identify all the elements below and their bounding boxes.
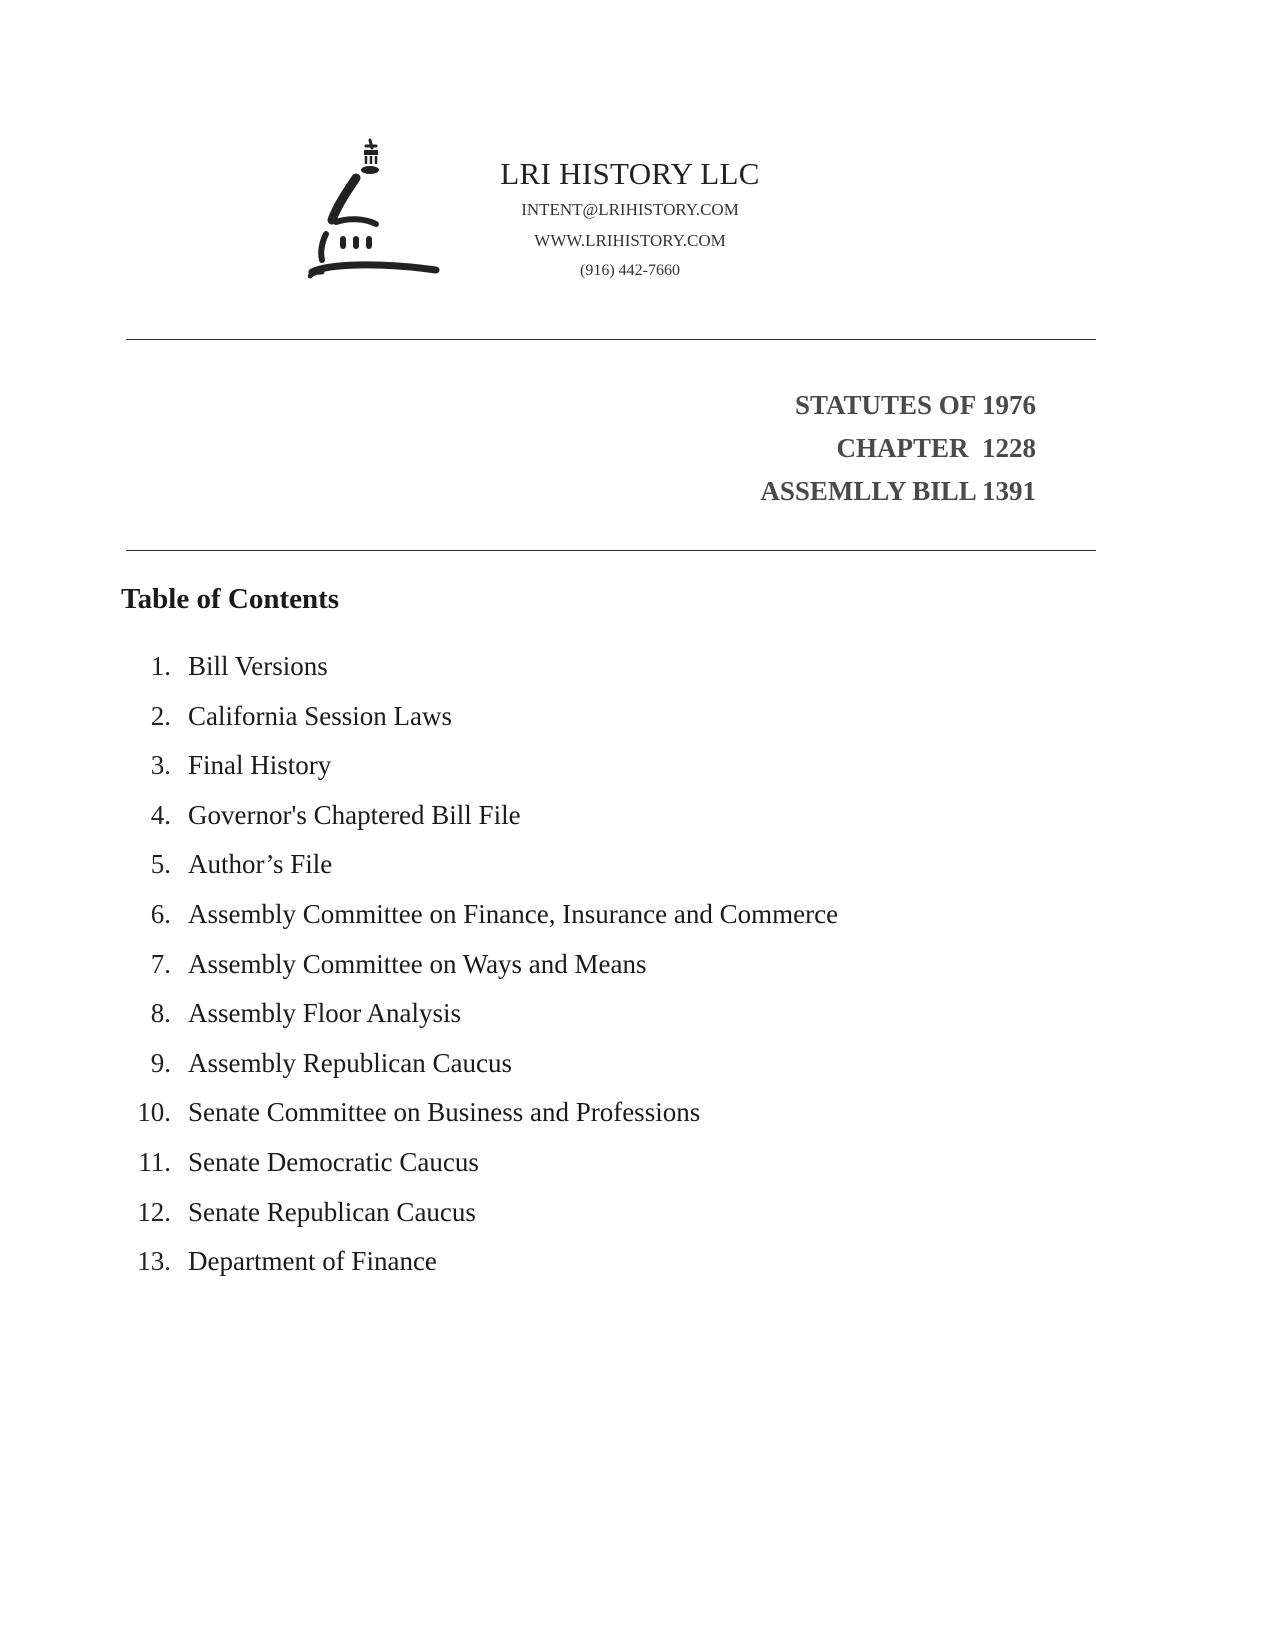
toc-item[interactable] [121,896,838,946]
toc-item[interactable] [121,1045,838,1095]
toc-item-label: California Session Laws [188,700,452,731]
toc-item[interactable] [121,1243,838,1293]
toc-item-label: Senate Democratic Caucus [188,1146,479,1177]
toc-item-number: 6. [150,898,171,929]
toc-item[interactable] [121,1094,838,1144]
statute-bill: ASSEMLLY BILL 1391 [760,476,1036,506]
statute-year: STATUTES OF 1976 [794,390,1036,420]
toc-item-number: 4. [150,799,171,830]
toc-item-label: Assembly Floor Analysis [188,998,462,1029]
toc-item-label: Governor's Chaptered Bill File [188,799,521,830]
statute-chapter: CHAPTER 1228 [836,433,1036,463]
toc-item-number: 13. [137,1246,171,1277]
company-phone: (916) 442-7660 [580,262,680,279]
toc-item-number: 10. [137,1097,171,1128]
toc-item-number: 2. [150,700,171,731]
toc-item[interactable] [121,995,838,1045]
toc-item[interactable] [121,846,838,896]
toc-item-number: 11. [138,1146,171,1177]
company-header [430,158,830,293]
toc-item-label: Final History [188,750,332,781]
toc-item[interactable] [121,1144,838,1194]
toc-item[interactable] [121,698,838,748]
toc-item[interactable] [121,946,838,996]
capitol-dome-icon [308,138,448,294]
toc-item-label: Senate Committee on Business and Professions [188,1097,701,1128]
toc-item-number: 7. [150,948,171,979]
toc-item-number: 8. [150,998,171,1029]
company-name: LRI HISTORY LLC [500,156,760,191]
toc-item-label: Assembly Republican Caucus [188,1047,512,1078]
toc-title: Table of Contents [121,583,340,615]
statute-block [760,384,1036,513]
toc-item-number: 5. [150,849,171,880]
toc-item-label: Assembly Committee on Finance, Insurance and Commerce [188,898,839,929]
toc-item-label: Senate Republican Caucus [188,1196,476,1227]
toc-item[interactable] [121,648,838,698]
toc-item-label: Assembly Committee on Ways and Means [188,948,647,979]
statute-divider [126,550,1096,551]
toc-item-label: Department of Finance [188,1246,437,1277]
toc-item-label: Bill Versions [188,651,328,681]
toc-item[interactable] [121,747,838,797]
toc-list [121,648,838,1293]
toc-item[interactable] [121,1194,838,1244]
company-email[interactable]: INTENT@LRIHISTORY.COM [521,200,739,219]
company-website[interactable]: WWW.LRIHISTORY.COM [534,231,726,250]
toc-item-number: 3. [150,750,171,781]
toc-item-number: 12. [137,1196,171,1227]
toc-item-number: 9. [150,1047,171,1078]
toc-item[interactable] [121,797,838,847]
toc-item-number: 1. [150,651,171,681]
header-divider [126,339,1096,340]
toc-item-label: Author’s File [188,849,333,880]
